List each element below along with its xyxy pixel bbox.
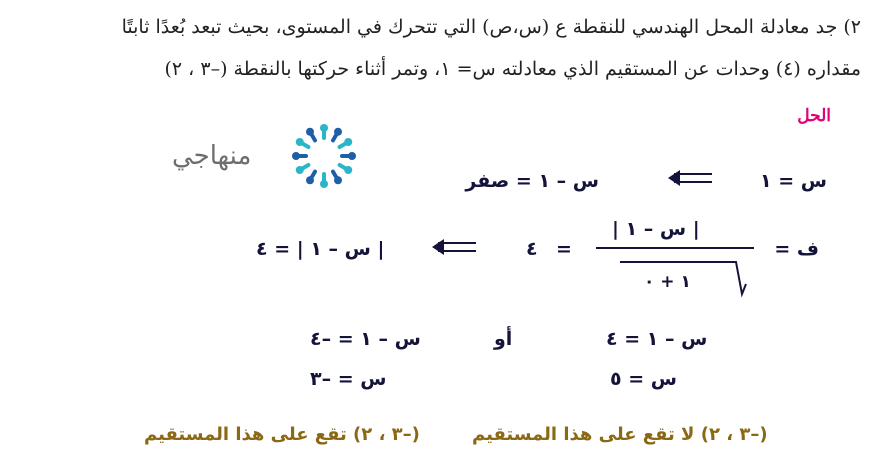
problem-line-1: ٢) جد معادلة المحل الهندسي للنقطة ع (س،ص) التي تتحرك في المستوى، بحيث تبعد بُعدًا ثابتًا	[121, 16, 861, 38]
conclusion-not-on-line: (–٣ ، ٢) لا تقع على هذا المستقيم	[472, 424, 768, 445]
step-case-negative: س – ١ = –٤	[310, 328, 421, 350]
step-x-equals-minus-3: س = –٣	[310, 368, 387, 390]
step-case-positive: س – ١ = ٤	[606, 328, 708, 350]
problem-line-2: مقداره (٤) وحدات عن المستقيم الذي معادلته س= ١، وتمر أثناء حركتها بالنقطة (–٣ ، ٢)	[164, 58, 861, 80]
fraction-bar	[596, 247, 754, 249]
logo-text: منهاجي	[172, 141, 252, 171]
logo	[172, 116, 372, 198]
people-circle-logo-icon	[284, 116, 364, 196]
step-or: أو	[494, 328, 513, 350]
step-numerator: | س – ١ |	[612, 218, 700, 240]
step-x-minus-1-zero: س – ١ = صفر	[465, 170, 599, 192]
step-f-label: ف =	[774, 238, 819, 260]
step-value-4: ٤	[526, 238, 538, 260]
conclusion-on-line: (–٣ ، ٢) تقع على هذا المستقيم	[144, 424, 420, 445]
arrow-left-icon	[668, 166, 714, 194]
step-equals: =	[556, 238, 572, 260]
step-x-equals-5: س = ٥	[610, 368, 677, 390]
step-denominator: ١ + ٠	[644, 272, 691, 292]
arrow-left-icon-2	[432, 235, 478, 263]
solution-label: الحل	[797, 106, 831, 126]
step-absolute-equation: | س – ١ | = ٤	[256, 238, 385, 260]
step-x-equals-1: س = ١	[760, 170, 827, 192]
